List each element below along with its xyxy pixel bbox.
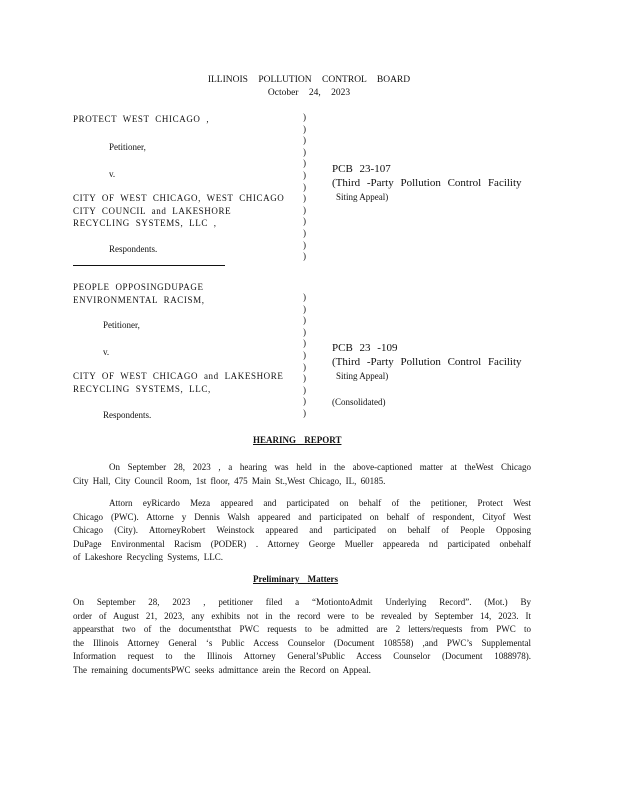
order-date: October 24, 2023 — [267, 88, 351, 98]
case2-versus: v. — [103, 347, 110, 357]
paragraph-line: the Illinois Attorney General ‘s Public Access Counselor (Document 108558) ,and PWC’s Supplemental — [73, 637, 531, 648]
paragraph-line: DuPage Environmental Racism (PODER) . Attorney George Mueller appeareda nd participated onbehalf — [73, 538, 531, 549]
paragraph-line: City Hall, City Council Room, 1st floor, 475 Main St.,West Chicago, IL, 60185. — [73, 475, 386, 486]
hearing-report-heading: HEARING REPORT — [253, 435, 342, 445]
case1-petitioner-name: PROTECT WEST CHICAGO , — [73, 114, 210, 124]
paragraph-line: Information request to the Illinois Attorney General’sPublic Access Counselor (Document 1088978). — [73, 651, 531, 662]
case2-respondent-line: RECYCLING SYSTEMS, LLC, — [73, 384, 211, 394]
case2-petitioner-label: Petitioner, — [103, 320, 140, 330]
case2-petitioner-line: PEOPLE OPPOSINGDUPAGE — [73, 282, 204, 292]
board-title: ILLINOIS POLLUTION CONTROL BOARD — [207, 75, 411, 85]
case1-versus: v. — [109, 169, 116, 179]
paragraph-line: On September 28, 2023 , petitioner filed a “MotiontoAdmit Underlying Record”. (Mot.) By — [73, 597, 531, 607]
motion-paragraph — [73, 596, 531, 678]
case1-respondent-line: CITY COUNCIL and LAKESHORE — [73, 206, 232, 216]
paragraph-line: Chicago (City). AttorneyRobert Weinstock appeared and participated on behalf of People Opposing — [73, 525, 531, 536]
case2-parenthesis-column: ) ) ) ) ) ) ) ) ) ) ) — [303, 292, 306, 418]
appearances-paragraph — [73, 497, 531, 565]
case2-respondent-line: CITY OF WEST CHICAGO and LAKESHORE — [73, 371, 284, 381]
paragraph-line: Chicago (PWC). Attorne y Dennis Walsh appeared and participated on behalf of respondent, Cityof West — [73, 511, 531, 522]
case1-case-number: PCB 23-107 — [332, 163, 391, 175]
case1-parenthesis-column: ) ) ) ) ) ) ) ) ) ) ) ) ) — [303, 112, 306, 262]
paragraph-line: appearsthat two of the documentsthat PWC requests to be admitted are 2 letters/requests from PWC to — [73, 624, 531, 635]
case1-respondent-line: CITY OF WEST CHICAGO, WEST CHICAGO — [73, 193, 285, 203]
case2-case-number: PCB 23 -109 — [332, 342, 398, 354]
case2-appeal-line: Siting Appeal) — [336, 371, 389, 381]
paragraph-line: order of August 21, 2023, any exhibits not in the record were to be revealed by September 14, 2023. It — [73, 610, 531, 621]
case1-respondent-line: RECYCLING SYSTEMS, LLC , — [73, 218, 217, 228]
paragraph-line: of Lakeshore Recycling Systems, LLC. — [73, 552, 223, 563]
paragraph-line: On September 28, 2023 , a hearing was held in the above-captioned matter at theWest Chicago — [109, 462, 531, 472]
case2-respondents-label: Respondents. — [103, 410, 152, 420]
case1-respondents-label: Respondents. — [109, 244, 158, 254]
case1-petitioner-label: Petitioner, — [109, 142, 146, 152]
case1-appeal-line: (Third -Party Pollution Control Facility — [332, 177, 522, 189]
paragraph-line: Attorn eyRicardo Meza appeared and participated on behalf of the petitioner, Protect West — [109, 498, 531, 508]
paragraph-line: The remaining documentsPWC seeks admittance arein the Record on Appeal. — [73, 664, 371, 675]
consolidated-note: (Consolidated) — [332, 397, 386, 407]
preliminary-matters-heading: Preliminary Matters — [253, 574, 339, 584]
hearing-paragraph — [73, 461, 531, 488]
case2-appeal-line: (Third -Party Pollution Control Facility — [332, 356, 522, 368]
case1-appeal-line: Siting Appeal) — [336, 192, 389, 202]
case2-petitioner-line: ENVIRONMENTAL RACISM, — [73, 295, 205, 305]
caption-divider — [73, 265, 225, 266]
